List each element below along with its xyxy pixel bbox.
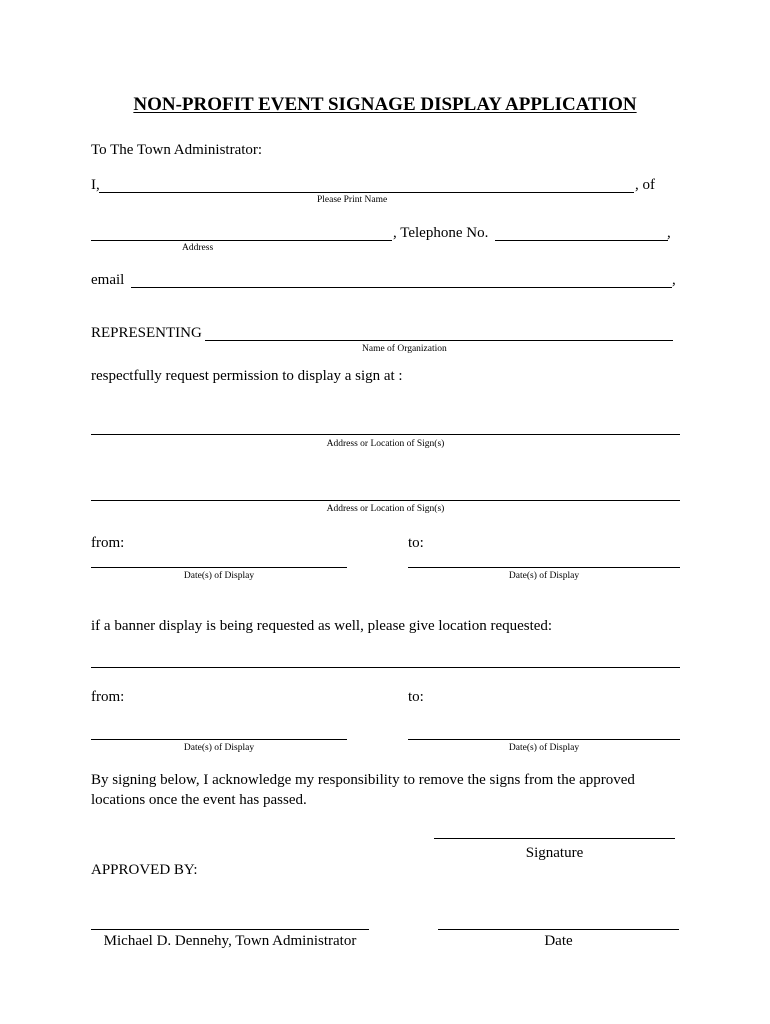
banner-to-date-field[interactable] — [408, 739, 680, 740]
sign-to-date-caption: Date(s) of Display — [508, 571, 580, 581]
administrator-signature-field[interactable] — [91, 929, 369, 930]
sign-location-caption-1: Address or Location of Sign(s) — [326, 439, 445, 449]
administrator-caption: Michael D. Dennehy, Town Administrator — [103, 933, 357, 949]
sign-location-caption-2: Address or Location of Sign(s) — [326, 504, 445, 514]
representing-label: REPRESENTING — [91, 325, 202, 341]
date-caption: Date — [544, 933, 573, 949]
telephone-field[interactable] — [495, 240, 668, 241]
acknowledge-line-1: By signing below, I acknowledge my responsibility to remove the signs from the approved — [91, 772, 635, 788]
salutation: To The Town Administrator: — [91, 142, 263, 158]
name-prefix: I, — [91, 177, 100, 193]
banner-to-label: to: — [408, 689, 424, 705]
name-suffix: , of — [635, 177, 655, 193]
sign-from-date-field[interactable] — [91, 567, 347, 568]
sign-from-date-caption: Date(s) of Display — [183, 571, 255, 581]
sign-to-date-field[interactable] — [408, 567, 680, 568]
telephone-label: , Telephone No. — [393, 225, 489, 241]
sign-from-label: from: — [91, 535, 125, 551]
banner-location-field[interactable] — [91, 667, 680, 668]
banner-from-date-field[interactable] — [91, 739, 347, 740]
sign-location-field-1[interactable] — [91, 434, 680, 435]
signature-field[interactable] — [434, 838, 675, 839]
sign-location-field-2[interactable] — [91, 500, 680, 501]
banner-from-date-caption: Date(s) of Display — [183, 743, 255, 753]
request-text: respectfully request permission to display a sign at : — [91, 368, 403, 384]
form-title: NON-PROFIT EVENT SIGNAGE DISPLAY APPLICATION — [133, 94, 637, 115]
address-field[interactable] — [91, 240, 392, 241]
acknowledge-line-2: locations once the event has passed. — [91, 792, 307, 808]
telephone-suffix: , — [667, 225, 671, 241]
sign-to-label: to: — [408, 535, 424, 551]
email-suffix: , — [672, 272, 676, 288]
email-label: email — [91, 272, 125, 288]
print-name-field[interactable] — [99, 192, 634, 193]
banner-from-label: from: — [91, 689, 125, 705]
banner-to-date-caption: Date(s) of Display — [508, 743, 580, 753]
organization-caption: Name of Organization — [362, 344, 447, 354]
print-name-caption: Please Print Name — [317, 195, 388, 205]
email-field[interactable] — [131, 287, 672, 288]
signature-caption: Signature — [525, 845, 584, 861]
organization-field[interactable] — [205, 340, 673, 341]
address-caption: Address — [182, 243, 214, 253]
approved-by-label: APPROVED BY: — [91, 862, 198, 878]
approval-date-field[interactable] — [438, 929, 679, 930]
banner-text: if a banner display is being requested as well, please give location requested: — [91, 618, 553, 634]
